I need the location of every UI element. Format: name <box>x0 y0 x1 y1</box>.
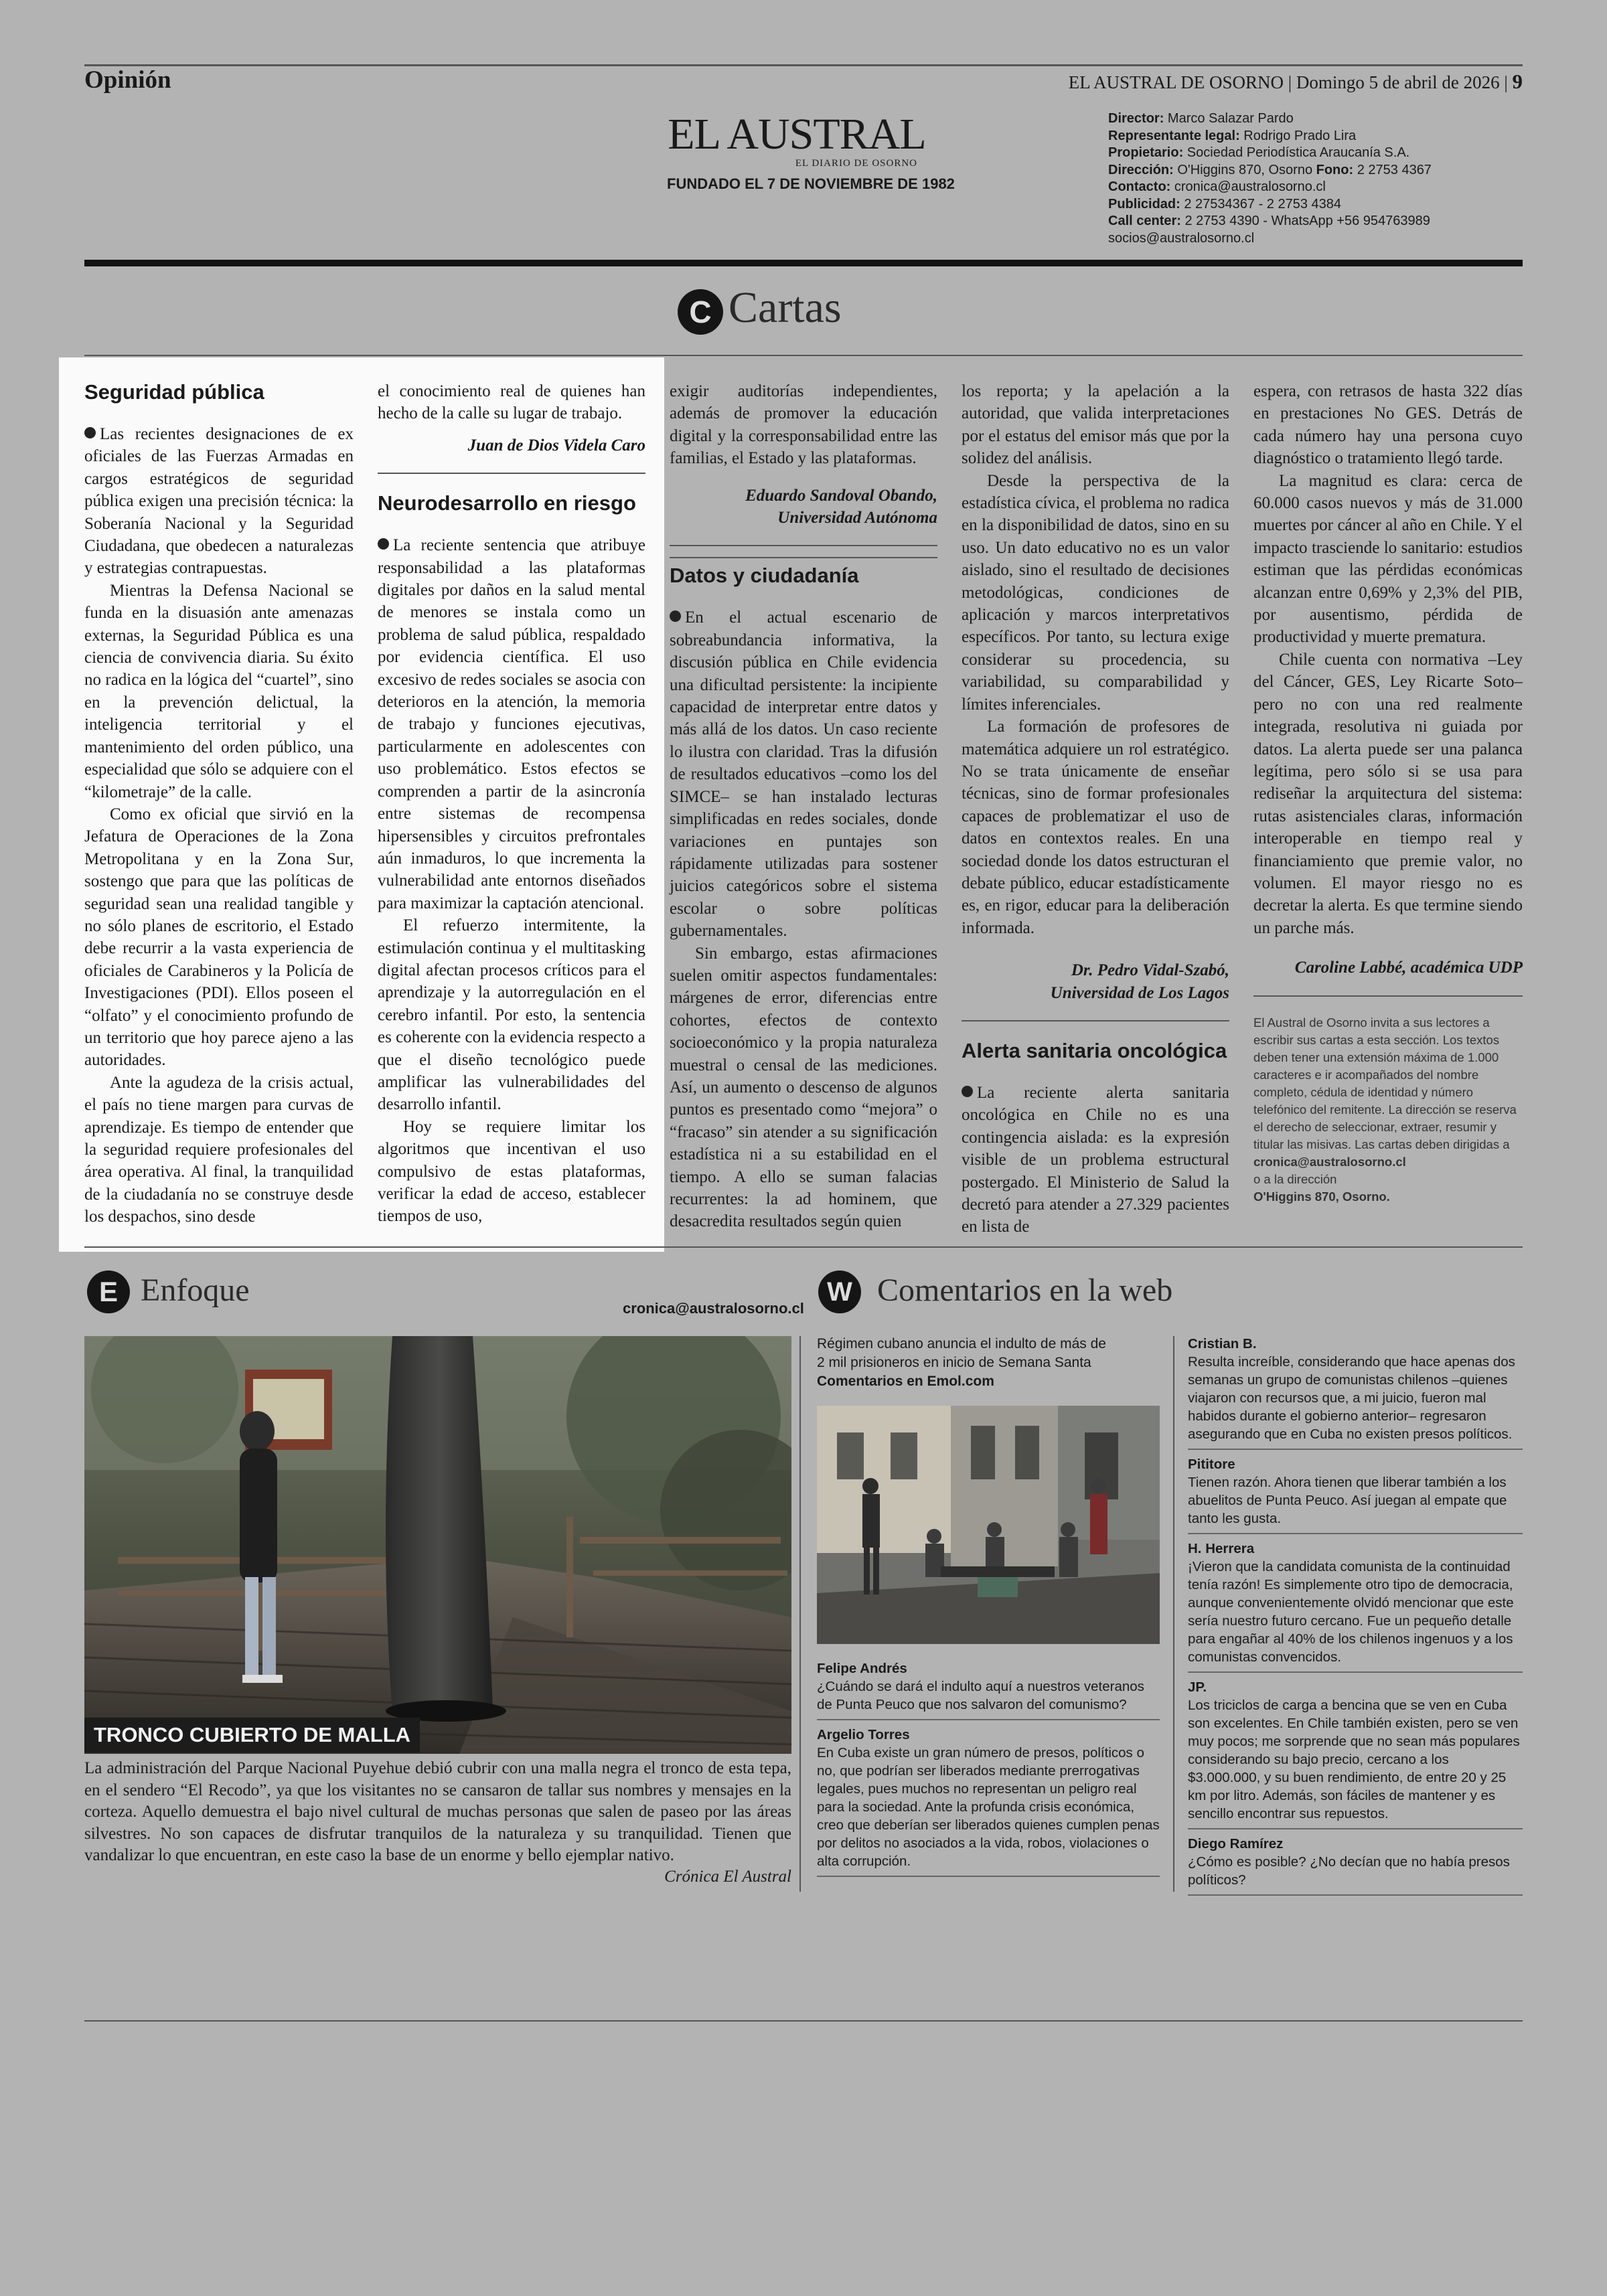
comment-author: Pititore <box>1188 1457 1235 1472</box>
issue-date: Domingo 5 de abril de 2026 <box>1296 72 1500 92</box>
letter-title: Alerta sanitaria oncológica <box>962 1038 1227 1062</box>
staff-line: Contacto: cronica@australosorno.cl <box>1108 179 1326 194</box>
letter-signature: Universidad Autónoma <box>777 509 937 527</box>
comment-author: Argelio Torres <box>817 1727 910 1742</box>
comment-divider <box>1188 1671 1523 1673</box>
column-2 <box>378 380 645 1228</box>
comment-text: Resulta increíble, considerando que hace apenas dos semanas un grupo de comunistas chilenos –quienes viajaron con recursos que, a mi juicio, fueron mal habidos durante el gobierno anterior– regresaron asegurando que en Cuba no existen presos políticos. <box>1188 1354 1515 1442</box>
comment-author: H. Herrera <box>1188 1541 1255 1556</box>
letter-paragraph: Las recientes designaciones de ex oficiales de las Fuerzas Armadas en cargos estratégicos de seguridad pública exigen una precisión técnica: la Soberanía Nacional y la Seguridad Ciudadana, que obedecen a naturalezas y estrategias contrapuestas. <box>84 425 354 578</box>
comment-author: Cristian B. <box>1188 1336 1257 1351</box>
enfoque-badge-icon: E <box>87 1270 130 1313</box>
logo: EL AUSTRAL <box>668 110 926 159</box>
comment-text: ¿Cuándo se dará el indulto aquí a nuestros veteranos de Punta Peuco que nos salvaron del comunismo? <box>817 1679 1144 1712</box>
staff-line: Propietario: Sociedad Periodística Araucanía S.A. <box>1108 145 1410 160</box>
letter-title: Seguridad pública <box>84 380 264 404</box>
comment-text: Tienen razón. Ahora tienen que liberar también a los abuelitos de Punta Peuco. Así juegan al empate que tanto les gusta. <box>1188 1475 1507 1526</box>
enfoque-text: La administración del Parque Nacional Puyehue debió cubrir con una malla negra el tronco de esta tepa, en el sendero “El Recodo”, ya que los visitantes no se cansaron de tallar sus nombres y mensajes en la corteza. Aquello demuestra el bajo nivel cultural de muchas personas que salen de paseo por las áreas silvestres. No son capaces de disfrutar tranquilos de la naturaleza y su tranquilidad. Tienen que vandalizar lo que encuentran, en este caso la base de un enorme y bello ejemplar nativo. <box>84 1759 791 1864</box>
masthead <box>656 112 937 169</box>
letter-paragraph: El refuerzo intermitente, la estimulación continua y el multitasking digital afectan procesos críticos para el aprendizaje y la autorregulación en el cerebro infantil. Por esto, la sentencia es coherente con la evidencia respecto a que el diseño tecnológico puede amplificar las vulnerabilidades del desarrollo infantil. <box>378 916 645 1114</box>
column-1 <box>84 380 354 1228</box>
bottom-letters-rule <box>84 1246 1523 1248</box>
column-5 <box>1253 380 1523 1206</box>
comment-divider <box>817 1876 1160 1877</box>
cartas-badge-icon: C <box>678 289 723 335</box>
staff-line: socios@australosorno.cl <box>1108 230 1255 246</box>
bullet-icon <box>670 610 681 622</box>
letter-paragraph: En el actual escenario de sobreabundancia informativa, la discusión pública en Chile evidencia una dificultad persistente: la incipiente capacidad de interpretar entre datos y más allá de los datos. Un caso reciente lo ilustra con claridad. Tras la difusión de resultados educativos –como los del SIMCE– se han instalado lecturas simplificadas en redes sociales, donde variaciones en puntajes son rápidamente utilizadas para sostener juicios categóricos sobre el sistema escolar o sobre políticas gubernamentales. <box>670 608 937 940</box>
letter-paragraph: Hoy se requiere limitar los algoritmos que incentivan el uso compulsivo de estas plataformas, verificar la edad de acceso, establecer tiempos de uso, <box>378 1117 645 1226</box>
letter-paragraph: los reporta; y la apelación a la autoridad, que valida interpretaciones por el estatus del emisor más que por la solidez del análisis. <box>962 382 1229 468</box>
letter-signature: Universidad de Los Lagos <box>1050 983 1229 1002</box>
section-label: Opinión <box>84 66 171 94</box>
comment-divider <box>1188 1449 1523 1450</box>
staff-line: Representante legal: Rodrigo Prado Lira <box>1108 128 1357 143</box>
column-4 <box>962 380 1229 1238</box>
notice-email[interactable]: cronica@australosorno.cl <box>1253 1154 1406 1169</box>
notice-address: O'Higgins 870, Osorno. <box>1253 1189 1390 1204</box>
letter-title: Neurodesarrollo en riesgo <box>378 491 636 515</box>
enfoque-credit: Crónica El Austral <box>664 1868 791 1886</box>
comment-author: JP. <box>1188 1679 1207 1695</box>
letter-title: Datos y ciudadanía <box>670 564 859 588</box>
photo-caption: TRONCO CUBIERTO DE MALLA <box>84 1718 420 1752</box>
enfoque-email[interactable]: cronica@australosorno.cl <box>623 1300 804 1317</box>
enfoque-web-divider <box>799 1336 801 1892</box>
havana-street-photo <box>817 1406 1160 1644</box>
staff-box <box>1108 110 1432 247</box>
comment-text: Los triciclos de carga a bencina que se ven en Cuba son excelentes. En Chile también existen, pero se ven muy pocos; me sorprende que no sean más populares considerando su bajo precio, cercano a los $3.000.000, y su buen rendimiento, de entre 20 y 25 km por litro. Además, son fáciles de mantener y es sencillo encontrar sus repuestos. <box>1188 1698 1520 1821</box>
letter-signature: Eduardo Sandoval Obando, <box>745 486 937 505</box>
letter-divider <box>670 545 937 546</box>
comment-divider <box>1188 1533 1523 1534</box>
letter-paragraph: La formación de profesores de matemática adquiere un rol estratégico. No se trata únicamente de enseñar técnicas, sino de formar profesionales capaces de problematizar el uso de datos en contextos reales. En una sociedad donde los datos estructuran el debate público, educar estadísticamente es, en rigor, educar para la deliberación informada. <box>962 718 1229 937</box>
letter-paragraph: La reciente sentencia que atribuye responsabilidad a las plataformas digitales por daños en la salud mental de menores se instala como un problema de salud pública, respaldado por evidencia científica. El uso excesivo de redes sociales se asocia con deterioros en la atención, la memoria de trabajo y funciones ejecutivas, particularmente en adolescentes con uso problemático. Estos efectos se comprenden a partir de la asincronía entre sistemas de recompensa hipersensibles y circuitos prefrontales aún inmaduros, lo que incrementa la vulnerabilidad ante entornos diseñados para maximizar la captación atencional. <box>378 536 645 912</box>
web-source[interactable]: Comentarios en Emol.com <box>817 1374 994 1389</box>
letter-signature: Juan de Dios Videla Caro <box>467 436 645 455</box>
comment-author: Diego Ramírez <box>1188 1836 1284 1852</box>
cartas-rule <box>84 355 1523 356</box>
letter-paragraph: Mientras la Defensa Nacional se funda en la disuasión ante amenazas externas, la Seguridad Pública es una ciencia de convivencia diaria. Su éxito no radica en la lógica del “cuartel”, sino en la prevención delictual, la inteligencia territorial y el mantenimiento del orden público, una especialidad que sólo se adquiere con el “kilometraje” de la calle. <box>84 581 354 801</box>
web-title: Comentarios en la web <box>877 1273 1173 1308</box>
cartas-title: Cartas <box>729 283 842 332</box>
staff-line: Director: Marco Salazar Pardo <box>1108 111 1294 126</box>
letter-paragraph: La magnitud es clara: cerca de 60.000 casos nuevos y más de 31.000 muertes por cáncer al año en Chile. Y el impacto trasciende lo sanitario: estudios estiman que las pérdidas económicas alcanzan entre 0,69% y 2,3% del PIB, por ausentismo, pérdida de productividad y muerte prematura. <box>1253 471 1523 647</box>
page-bottom-rule <box>84 2020 1523 2022</box>
letter-paragraph: Chile cuenta con normativa –Ley del Cáncer, GES, Ley Ricarte Soto– pero no con una red realmente integrada, resolutiva ni guiada por datos. La alerta puede ser una palanca legítima, pero sólo si se usa para rediseñar la arquitectura del sistema: rutas asistenciales claras, información interoperable en tiempo real y financiamiento que premie valor, no volumen. El mayor riesgo no es decretar la alerta. Es que termine siendo un parche más. <box>1253 650 1523 937</box>
bullet-icon <box>378 538 389 550</box>
letter-paragraph: el conocimiento real de quienes han hecho de la calle su lugar de trabajo. <box>378 382 645 423</box>
logo-tagline: EL DIARIO DE OSORNO <box>795 158 917 169</box>
comment-divider <box>1188 1894 1523 1896</box>
enfoque-title: Enfoque <box>141 1273 250 1308</box>
top-rule <box>84 64 1523 66</box>
letter-paragraph: La reciente alerta sanitaria oncológica en Chile no es una contingencia aislada: es la expresión visible de un problema estructural postergado. El Ministerio de Salud la decretó para atender a 27.329 pacientes en lista de <box>962 1083 1229 1236</box>
web-headline-block <box>817 1335 1112 1391</box>
letters-notice: El Austral de Osorno invita a sus lectores a escribir sus cartas a esta sección. Los textos deben tener una extensión máxima de 1.000 caracteres e ir acompañados del nombre completo, cédula de identidad y número telefónico del remitente. La dirección se reserva el derecho de seleccionar, extraer, resumir y titular las misivas. Las cartas deben dirigidas a cronica@australosorno.cl o a la dirección O'Higgins 870, Osorno. <box>1253 1015 1517 1204</box>
web-column-divider <box>1173 1336 1174 1892</box>
folio: EL AUSTRAL DE OSORNO | Domingo 5 de abril de 2026 | 9 <box>1068 70 1523 93</box>
letter-divider <box>1253 995 1523 997</box>
staff-line: Call center: 2 2753 4390 - WhatsApp +56 954763989 <box>1108 214 1430 228</box>
web-headline: Régimen cubano anuncia el indulto de más de 2 mil prisioneros en inicio de Semana Santa <box>817 1336 1106 1370</box>
web-badge-icon: W <box>818 1270 861 1313</box>
letter-divider <box>378 473 645 474</box>
tree-trunk-photo <box>84 1336 791 1754</box>
comments-right <box>1188 1335 1523 1901</box>
bullet-icon <box>962 1086 973 1097</box>
comments-left <box>817 1659 1160 1882</box>
letter-signature: Dr. Pedro Vidal-Szabó, <box>1071 961 1229 980</box>
staff-line: Dirección: O'Higgins 870, Osorno Fono: 2 2753 4367 <box>1108 162 1432 177</box>
letter-paragraph: Ante la agudeza de la crisis actual, el país no tiene margen para curvas de aprendizaje. Es tiempo de entender que la seguridad requiere profesionales del área operativa. Al final, la tranquilidad de la ciudadanía no se construye desde los despachos, sino desde <box>84 1073 354 1226</box>
letter-signature: Caroline Labbé, académica UDP <box>1294 959 1523 977</box>
comment-divider <box>817 1719 1160 1720</box>
column-3 <box>670 380 937 1233</box>
paper-name: EL AUSTRAL DE OSORNO <box>1068 72 1284 92</box>
bullet-icon <box>84 427 96 438</box>
comment-text: ¿Cómo es posible? ¿No decían que no había presos políticos? <box>1188 1854 1510 1888</box>
founded-line: FUNDADO EL 7 DE NOVIEMBRE DE 1982 <box>667 175 955 192</box>
comment-divider <box>1188 1828 1523 1829</box>
letter-paragraph: exigir auditorías independientes, además de promover la educación digital y la corresponsabilidad entre las familias, el Estado y las plataformas. <box>670 382 937 468</box>
comment-text: En Cuba existe un gran número de presos, políticos o no, que podrían ser liberados mediante prerrogativas legales, pues muchos no representan un peligro real para la sociedad. Ante la profunda crisis económica, creo que deberían ser liberados quienes cumplen penas por delitos no asociados a la vida, robos, violaciones o alta corrupción. <box>817 1745 1160 1869</box>
comment-text: ¡Vieron que la candidata comunista de la continuidad tenía razón! Es simplemente otro tipo de democracia, aunque convenientemente olvidó mencionar que este sería nuestro futuro cercano. Fue un pequeño detalle para engañar al 40% de los chilenos ingenuos y a los comunistas convencidos. <box>1188 1559 1514 1665</box>
letter-paragraph: Como ex oficial que sirvió en la Jefatura de Operaciones de la Zona Metropolitana y en la Zona Sur, sostengo que para que las políticas de seguridad sean una realidad tangible y no sólo planes de escritorio, el Estado debe recurrir a la vasta experiencia de oficiales de Carabineros y la Policía de Investigaciones (PDI). Ellos poseen el “olfato” y el conocimiento profundo de un territorio que hoy parece ajeno a las autoridades. <box>84 805 354 1070</box>
letter-paragraph: espera, con retrasos de hasta 322 días en prestaciones No GES. Detrás de cada número hay una persona cuyo diagnóstico o tratamiento llegó tarde. <box>1253 382 1523 468</box>
comment-author: Felipe Andrés <box>817 1661 907 1676</box>
letter-divider <box>962 1020 1229 1021</box>
letter-paragraph: Desde la perspectiva de la estadística cívica, el problema no radica en la disponibilidad de datos, sino en su uso. Un dato educativo no es un valor aislado, sino el resultado de decisiones metodológicas, condiciones de aplicación y marcos interpretativos específicos. Por tanto, su lectura exige considerar su procedencia, su variabilidad, su comparabilidad y límites inferenciales. <box>962 471 1229 714</box>
column-rule <box>670 557 937 558</box>
header-thick-rule <box>84 260 1523 266</box>
page-number: 9 <box>1512 70 1523 93</box>
staff-line: Publicidad: 2 27534367 - 2 2753 4384 <box>1108 196 1342 212</box>
letter-paragraph: Sin embargo, estas afirmaciones suelen omitir aspectos fundamentales: márgenes de error, diferencias entre cohortes, efectos de contexto socioeconómico y la propia naturaleza muestral o censal de las mediciones. Así, un aumento o descenso de algunos puntos es presentado como “mejora” o “fracaso” sin atender a su significación estadística ni a su estabilidad en el tiempo. A ello se suman falacias recurrentes: la ad hominem, que desacredita resultados según quien <box>670 944 937 1231</box>
